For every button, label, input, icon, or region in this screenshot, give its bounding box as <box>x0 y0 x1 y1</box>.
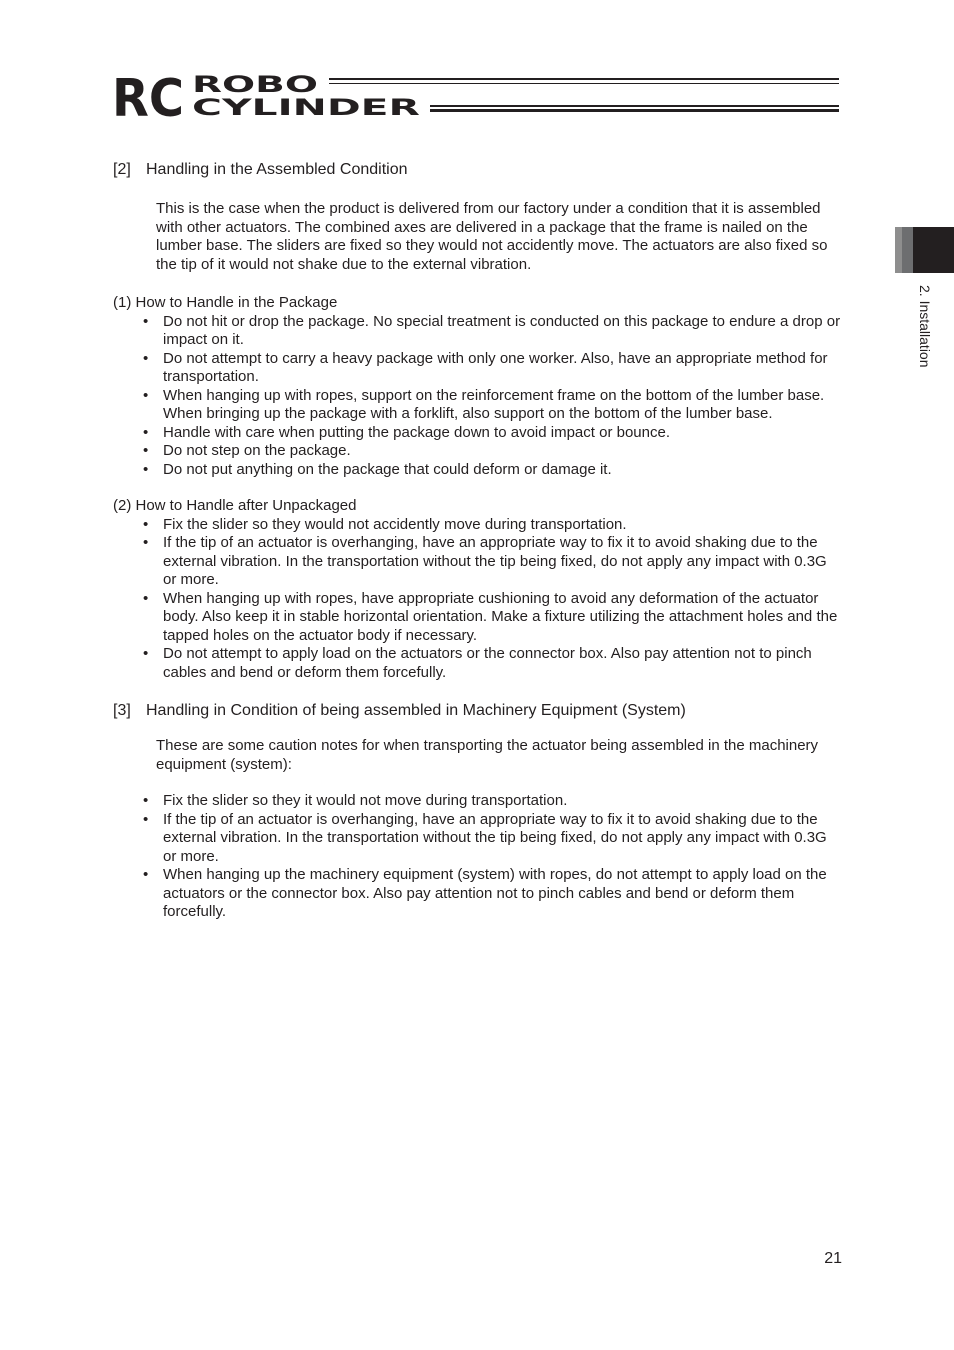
chapter-tab-stripe-mid <box>902 227 913 273</box>
section-3-heading <box>113 701 843 721</box>
robo-cylinder-logo <box>112 68 842 120</box>
logo-rule-bottom-1 <box>430 105 839 107</box>
section-3-title: Handling in Condition of being assembled in Machinery Equipment (System) <box>146 702 686 719</box>
bullet-icon: • <box>143 349 149 367</box>
subsection-2-title: (2) How to Handle after Unpackaged <box>113 497 357 514</box>
logo-graphic <box>112 68 842 120</box>
chapter-tab-stripe-light <box>895 227 902 273</box>
section-2-intro: This is the case when the product is delivered from our factory under a condition that it is assembled with other actuators. The combined axes are delivered in a package that the frame is nailed on the lumber base. The sliders are fixed so they would not accidently move. The actuators are also fixed so the tip of it would not shake due to the external vibration. <box>156 200 828 273</box>
section-3-intro: These are some caution notes for when transporting the actuator being assembled in the machinery equipment (system): <box>156 737 819 773</box>
chapter-tab-label: 2. Installation <box>917 285 933 368</box>
list-item <box>113 461 843 480</box>
chapter-tab <box>895 227 954 273</box>
bullet-icon: • <box>143 645 149 662</box>
bullet-icon: • <box>143 515 149 533</box>
bullet-icon: • <box>143 442 149 459</box>
bullet-icon: • <box>143 866 149 883</box>
bullet-icon: • <box>143 792 149 809</box>
subsection-1-list <box>113 313 843 480</box>
list-item-text: Handle with care when putting the package down to avoid impact or bounce. <box>163 423 670 441</box>
logo-rule-top-2 <box>329 83 839 84</box>
list-item <box>113 811 843 867</box>
logo-letters: RC <box>112 69 184 120</box>
section-2-number: [2] <box>113 161 131 178</box>
subsection-2-list <box>113 516 843 683</box>
list-item-text: If the tip of an actuator is overhanging, have an appropriate way to fix it to avoid shaking due to the external vibration. In the transportation without the tip being fixed, do not apply any impact with 0.3G or more. <box>163 810 827 865</box>
section-2-heading <box>113 160 843 180</box>
list-item-text: When hanging up with ropes, support on the reinforcement frame on the bottom of the lumber base. When bringing up the package with a forklift, also support on the bottom of the lumber base. <box>163 386 825 422</box>
list-item <box>113 792 843 811</box>
bullet-icon: • <box>143 460 149 478</box>
page-content <box>113 160 843 922</box>
list-item-text: Do not attempt to carry a heavy package with only one worker. Also, have an appropriate method for transportation. <box>163 349 828 385</box>
list-item-text: If the tip of an actuator is overhanging, have an appropriate way to fix it to avoid shaking due to the external vibration. In the transportation without the tip being fixed, do not apply any impact with 0.3G or more. <box>163 534 827 588</box>
list-item <box>113 313 843 350</box>
list-item-text: Do not put anything on the package that could deform or damage it. <box>163 460 612 478</box>
list-item <box>113 350 843 387</box>
section-2-title: Handling in the Assembled Condition <box>146 161 408 178</box>
bullet-icon: • <box>143 810 149 828</box>
logo-rule-top-1 <box>329 78 839 80</box>
section-3-number: [3] <box>113 702 131 719</box>
list-item <box>113 645 843 682</box>
section-3-list <box>113 792 843 922</box>
list-item <box>113 534 843 590</box>
bullet-icon: • <box>143 589 149 607</box>
page-number: 21 <box>824 1250 842 1267</box>
list-item-text: When hanging up with ropes, have appropriate cushioning to avoid any deformation of the actuator body. Also keep it in stable horizontal orientation. Make a fixture utilizing the attachment holes and the tapped holes on the actuator body if necessary. <box>163 589 838 644</box>
logo-line2: CYLINDER <box>192 96 421 120</box>
list-item <box>113 442 843 461</box>
bullet-icon: • <box>143 423 149 441</box>
list-item-text: When hanging up the machinery equipment (system) with ropes, do not attempt to apply load on the actuators or the connector box. Also pay attention not to pinch cables and bend or deform them forcefully. <box>163 866 827 920</box>
chapter-tab-stripe-dark <box>913 227 954 273</box>
logo-line1: ROBO <box>192 73 318 98</box>
bullet-icon: • <box>143 534 149 551</box>
list-item <box>113 387 843 424</box>
bullet-icon: • <box>143 312 149 330</box>
logo-rule-bottom-2 <box>430 109 839 112</box>
list-item <box>113 590 843 646</box>
bullet-icon: • <box>143 386 149 404</box>
list-item-text: Do not step on the package. <box>163 442 351 459</box>
list-item <box>113 516 843 535</box>
list-item <box>113 866 843 922</box>
subsection-1-title: (1) How to Handle in the Package <box>113 294 338 311</box>
list-item-text: Do not hit or drop the package. No special treatment is conducted on this package to endure a drop or impact on it. <box>163 312 841 348</box>
list-item-text: Fix the slider so they would not accidently move during transportation. <box>163 515 627 533</box>
list-item-text: Do not attempt to apply load on the actuators or the connector box. Also pay attention not to pinch cables and bend or deform them forcefully. <box>163 645 812 681</box>
list-item-text: Fix the slider so they it would not move during transportation. <box>163 792 568 809</box>
list-item <box>113 424 843 443</box>
